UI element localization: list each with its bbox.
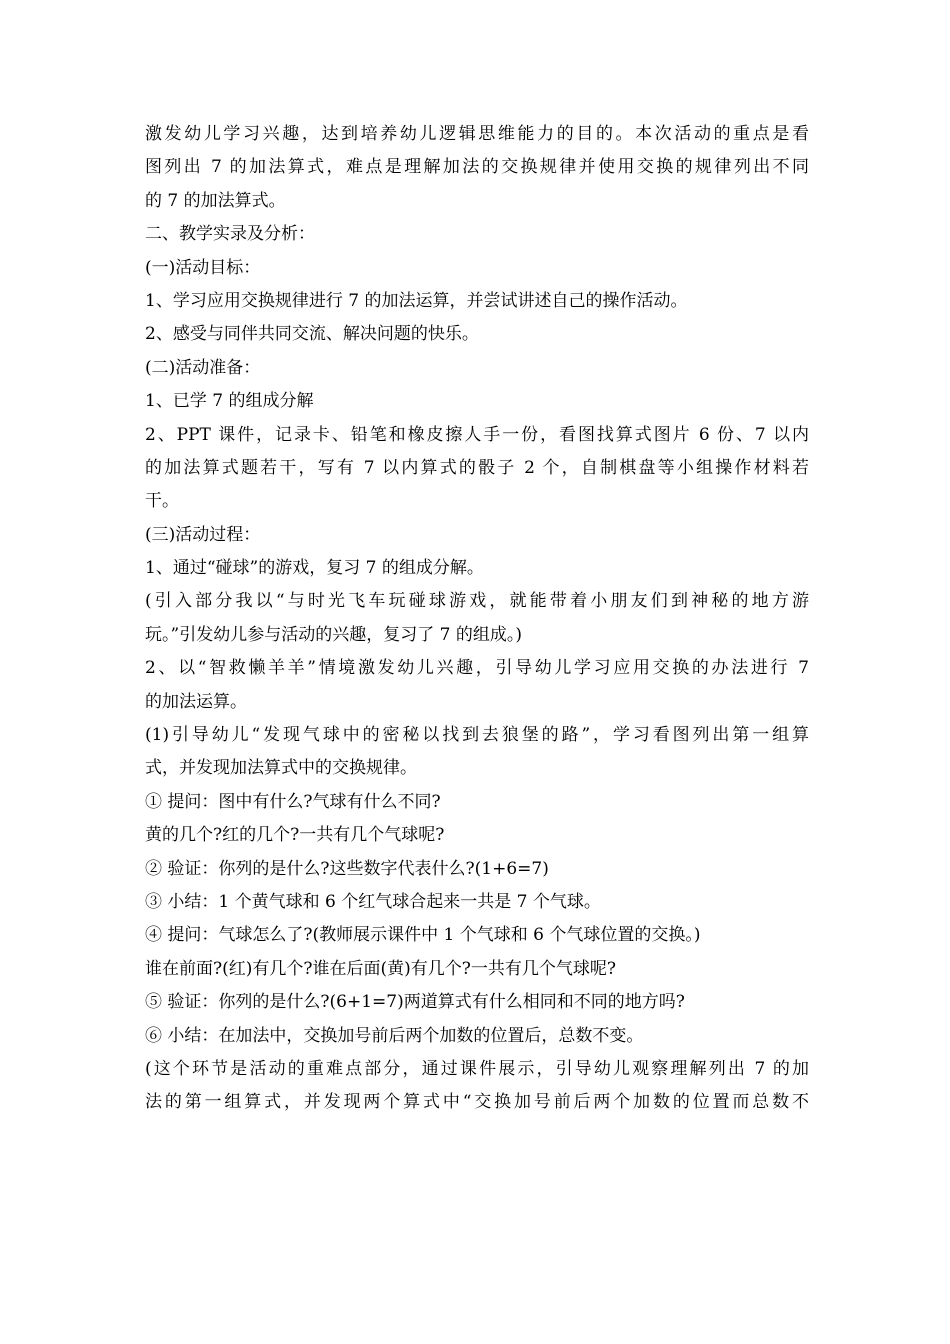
text-line: 干。 bbox=[145, 491, 179, 512]
text-line: 的 7 的加法算式。 bbox=[145, 190, 286, 211]
text-line: 黄的几个?红的几个?一共有几个气球呢? bbox=[145, 825, 445, 846]
text-line: 2、感受与同伴共同交流、解决问题的快乐。 bbox=[145, 324, 479, 345]
document-body bbox=[145, 118, 809, 1120]
text-line: (这个环节是活动的重难点部分，通过课件展示，引导幼儿观察理解列出 7 的加 bbox=[145, 1058, 809, 1079]
text-line: (1)引导幼儿“发现气球中的密秘以找到去狼堡的路”，学习看图列出第一组算 bbox=[145, 725, 809, 746]
text-line: (三)活动过程： bbox=[145, 524, 261, 545]
text-line: ① 提问：图中有什么?气球有什么不同? bbox=[145, 791, 441, 812]
text-line: ④ 提问：气球怎么了?(教师展示课件中 1 个气球和 6 个气球位置的交换。) bbox=[145, 925, 701, 946]
text-line: 1、学习应用交换规律进行 7 的加法运算，并尝试讲述自己的操作活动。 bbox=[145, 290, 688, 311]
text-line: (二)活动准备： bbox=[145, 357, 261, 378]
text-line: 的加法运算。 bbox=[145, 691, 247, 712]
text-line: ③ 小结：1 个黄气球和 6 个红气球合起来一共是 7 个气球。 bbox=[145, 891, 601, 912]
text-line: (一)活动目标： bbox=[145, 257, 261, 278]
text-line: 激发幼儿学习兴趣，达到培养幼儿逻辑思维能力的目的。本次活动的重点是看 bbox=[145, 124, 809, 144]
text-line: ② 验证：你列的是什么?这些数字代表什么?(1+6=7) bbox=[145, 858, 549, 879]
text-line: 式，并发现加法算式中的交换规律。 bbox=[145, 758, 417, 779]
text-line: 2、PPT 课件，记录卡、铅笔和橡皮擦人手一份，看图找算式图片 6 份、7 以内 bbox=[145, 424, 809, 445]
text-line: 谁在前面?(红)有几个?谁在后面(黄)有几个?一共有几个气球呢? bbox=[145, 958, 616, 979]
text-line: 图列出 7 的加法算式，难点是理解加法的交换规律并使用交换的规律列出不同 bbox=[145, 157, 809, 178]
text-line: 的加法算式题若干，写有 7 以内算式的骰子 2 个，自制棋盘等小组操作材料若 bbox=[145, 457, 809, 478]
text-line: 二、教学实录及分析： bbox=[145, 224, 315, 245]
text-line: 玩。”引发幼儿参与活动的兴趣，复习了 7 的组成。) bbox=[145, 624, 522, 645]
text-line: ⑤ 验证：你列的是什么?(6+1=7)两道算式有什么相同和不同的地方吗? bbox=[145, 992, 685, 1013]
text-line: ⑥ 小结：在加法中，交换加号前后两个加数的位置后，总数不变。 bbox=[145, 1025, 644, 1046]
text-line: 2、以“智救懒羊羊”情境激发幼儿兴趣，引导幼儿学习应用交换的办法进行 7 bbox=[145, 658, 809, 679]
text-line: 1、已学 7 的组成分解 bbox=[145, 391, 314, 412]
text-line: (引入部分我以“与时光飞车玩碰球游戏，就能带着小朋友们到神秘的地方游 bbox=[145, 591, 809, 612]
text-line: 1、通过“碰球”的游戏，复习 7 的组成分解。 bbox=[145, 558, 484, 579]
text-line: 法的第一组算式，并发现两个算式中“交换加号前后两个加数的位置而总数不 bbox=[145, 1092, 809, 1113]
